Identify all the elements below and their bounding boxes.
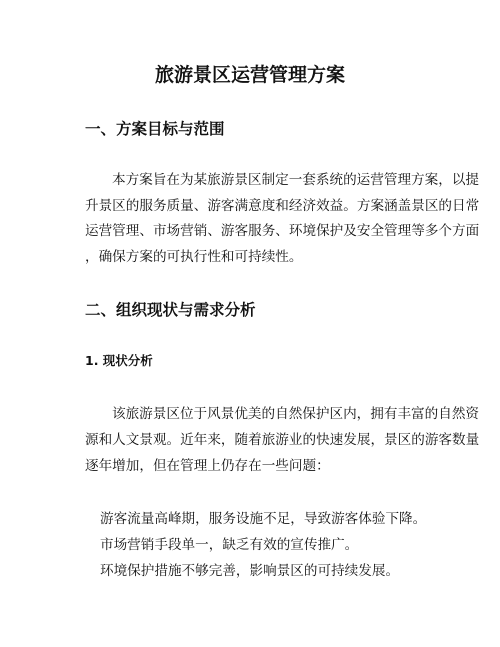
paragraph-line: 逐年增加，但在管理上仍存在一些问题： — [85, 458, 330, 474]
paragraph-line: 源和人文景观。近年来，随着旅游业的快速发展，景区的游客数量 — [85, 432, 480, 448]
document-title: 旅游景区运营管理方案 — [154, 64, 345, 86]
section-heading-goals: 一、方案目标与范围 — [85, 120, 225, 138]
paragraph-line: 本方案旨在为某旅游景区制定一套系统的运营管理方案，以提 — [112, 172, 480, 188]
issue-item: 游客流量高峰期，服务设施不足，导致游客体验下降。 — [100, 511, 427, 527]
paragraph-line: 运营管理、市场营销、游客服务、环境保护及安全管理等多个方面 — [85, 223, 480, 239]
paragraph-line: 该旅游景区位于风景优美的自然保护区内，拥有丰富的自然资 — [112, 406, 480, 422]
paragraph-line: 升景区的服务质量、游客满意度和经济效益。方案涵盖景区的日常 — [85, 198, 480, 214]
section-heading-analysis: 二、组织现状与需求分析 — [85, 301, 256, 319]
issue-item: 市场营销手段单一，缺乏有效的宣传推广。 — [100, 537, 359, 553]
paragraph-line: ，确保方案的可执行性和可持续性。 — [85, 249, 303, 265]
issue-item: 环境保护措施不够完善，影响景区的可持续发展。 — [100, 563, 400, 579]
subsection-heading-status: 1. 现状分析 — [85, 353, 153, 368]
